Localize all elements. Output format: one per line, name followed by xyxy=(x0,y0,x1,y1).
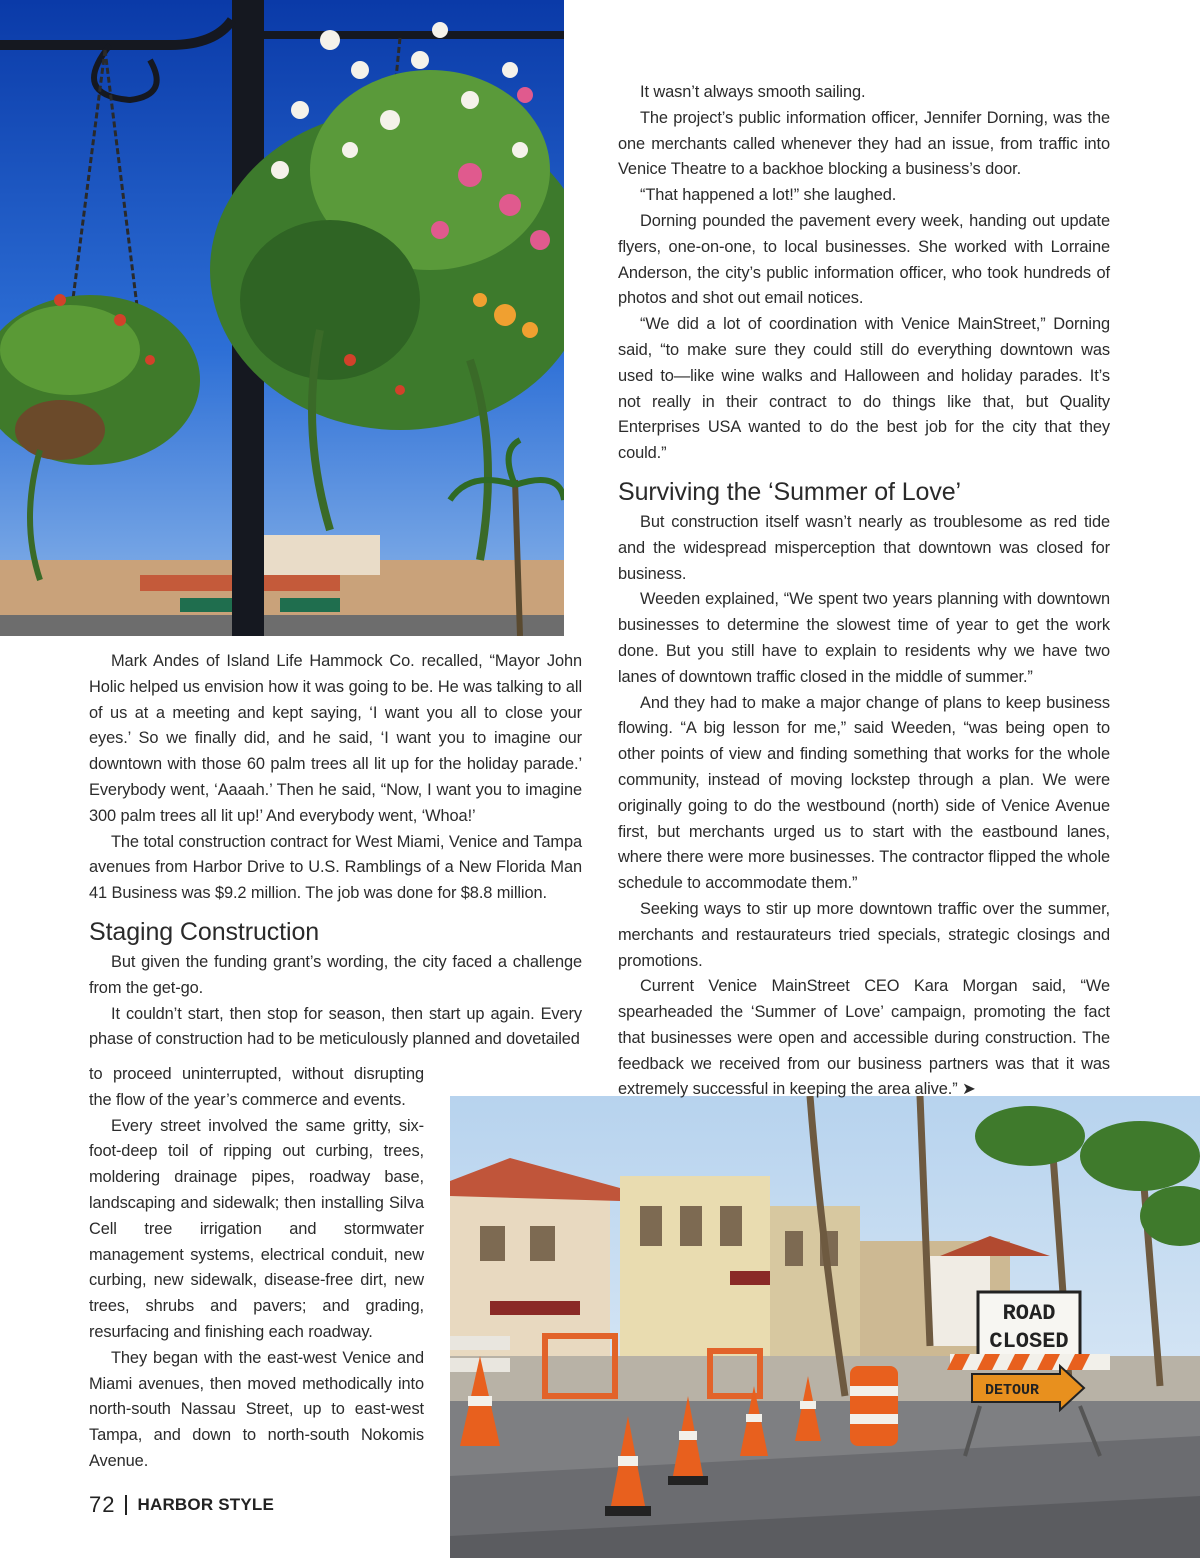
hanging-baskets-illustration xyxy=(0,0,564,636)
right-paragraph-2: The project’s public information officer, Jennifer Dorning, was the one merchants called whenever they had an issue, from traffic into Venice Theatre to a backhoe blocking a business’s door. xyxy=(618,108,1110,179)
left-narrow-paragraph-2: Every street involved the same gritty, six-foot-deep toil of ripping out curbing, trees, moldering drainage pipes, roadway base, landscaping and sidewalk; then installing Silva Cell tree irrigation and stormwater management systems, electrical conduit, new curbing, new sidewalk, disease-free dirt, new trees, shrubs and pavers; and grading, resurfacing and finishing each roadway. xyxy=(89,1116,424,1341)
footer-divider xyxy=(125,1495,127,1515)
right-paragraph-9: Seeking ways to stir up more downtown traffic over the summer, merchants and restaurateurs tried specials, strategic closings and promotions. xyxy=(618,899,1110,970)
left-paragraph-1: Mark Andes of Island Life Hammock Co. recalled, “Mayor John Holic helped us envision how it was going to be. He was talking to all of us at a meeting and kept saying, ‘I want you all to close your eyes.’ So we finally did, and he said, ‘I want you to imagine our downtown with those 60 palm trees all lit up for the holiday parade.’ Everybody went, ‘Aaaah.’ Then he said, “Now, I want you to imagine 300 palm trees all lit up!’ And everybody went, ‘Whoa!’ xyxy=(89,652,582,825)
photo-road-construction xyxy=(450,1096,1200,1558)
left-column xyxy=(89,649,582,1053)
page-number: 72 xyxy=(89,1492,116,1517)
heading-staging-construction: Staging Construction xyxy=(89,917,320,946)
left-narrow-column xyxy=(89,1062,424,1475)
right-paragraph-10: Current Venice MainStreet CEO Kara Morgan said, “We spearheaded the ‘Summer of Love’ campaign, promoting the fact that businesses were open and accessible during construction. The feedback we received from our business partners was that it was extremely successful in keeping the area alive.” ➤ xyxy=(618,977,1110,1099)
right-paragraph-7: Weeden explained, “We spent two years planning with downtown businesses to determine the slowest time of year to get the work done. But you still have to explain to residents why we have two lanes of downtown traffic closed in the middle of summer.” xyxy=(618,590,1110,686)
left-narrow-paragraph-1: to proceed uninterrupted, without disrupting the flow of the year’s commerce and events. xyxy=(89,1065,424,1109)
right-paragraph-6: But construction itself wasn’t nearly as troublesome as red tide and the widespread misperception that downtown was closed for business. xyxy=(618,512,1110,583)
right-paragraph-3: “That happened a lot!” she laughed. xyxy=(640,186,897,205)
sign-closed-text: CLOSED xyxy=(989,1329,1069,1354)
left-narrow-paragraph-3: They began with the east-west Venice and Miami avenues, then moved methodically into north-south Nassau Street, up to east-west Tampa, and down to north-south Nokomis Avenue. xyxy=(89,1348,424,1470)
road-construction-illustration xyxy=(450,1096,1200,1558)
heading-summer-of-love: Surviving the ‘Summer of Love’ xyxy=(618,477,961,506)
left-paragraph-4: It couldn’t start, then stop for season, then start up again. Every phase of construction had to be meticulously planned and dovetailed xyxy=(89,1004,582,1049)
sign-detour-text: DETOUR xyxy=(984,1382,1040,1399)
page-footer xyxy=(89,1490,274,1520)
right-column xyxy=(618,80,1110,1103)
photo-hanging-baskets xyxy=(0,0,564,636)
left-paragraph-2: The total construction contract for West Miami, Venice and Tampa avenues from Harbor Drive to U.S. Ramblings of a New Florida Man 41 Business was $9.2 million. The job was done for $8.8 million. xyxy=(89,832,582,903)
sign-road-text: ROAD xyxy=(1002,1301,1056,1326)
right-paragraph-5: “We did a lot of coordination with Venice MainStreet,” Dorning said, “to make sure they could still do everything downtown was used to—like wine walks and Halloween and holiday parades. It’s not really in their contract to do things like that, but Quality Enterprises USA wanted to do the best job for the city that they could.” xyxy=(618,315,1110,463)
publication-name: HARBOR STYLE xyxy=(137,1495,275,1514)
right-paragraph-4: Dorning pounded the pavement every week, handing out update flyers, one-on-one, to local businesses. She worked with Lorraine Anderson, the city’s public information officer, who took hundreds of photos and shot out email notices. xyxy=(618,211,1110,308)
right-paragraph-1: It wasn’t always smooth sailing. xyxy=(640,83,866,101)
right-paragraph-8: And they had to make a major change of plans to keep business flowing. “A big lesson for me,” said Weeden, “was being open to other points of view and finding something that works for the whole community, instead of moving lockstep through a plan. We were originally going to do the westbound (north) side of Venice Avenue first, but merchants urged us to start with the eastbound lanes, where there were more businesses. The contractor flipped the whole schedule to accommodate them.” xyxy=(618,693,1110,893)
left-paragraph-3: But given the funding grant’s wording, the city faced a challenge from the get-go. xyxy=(89,952,582,997)
